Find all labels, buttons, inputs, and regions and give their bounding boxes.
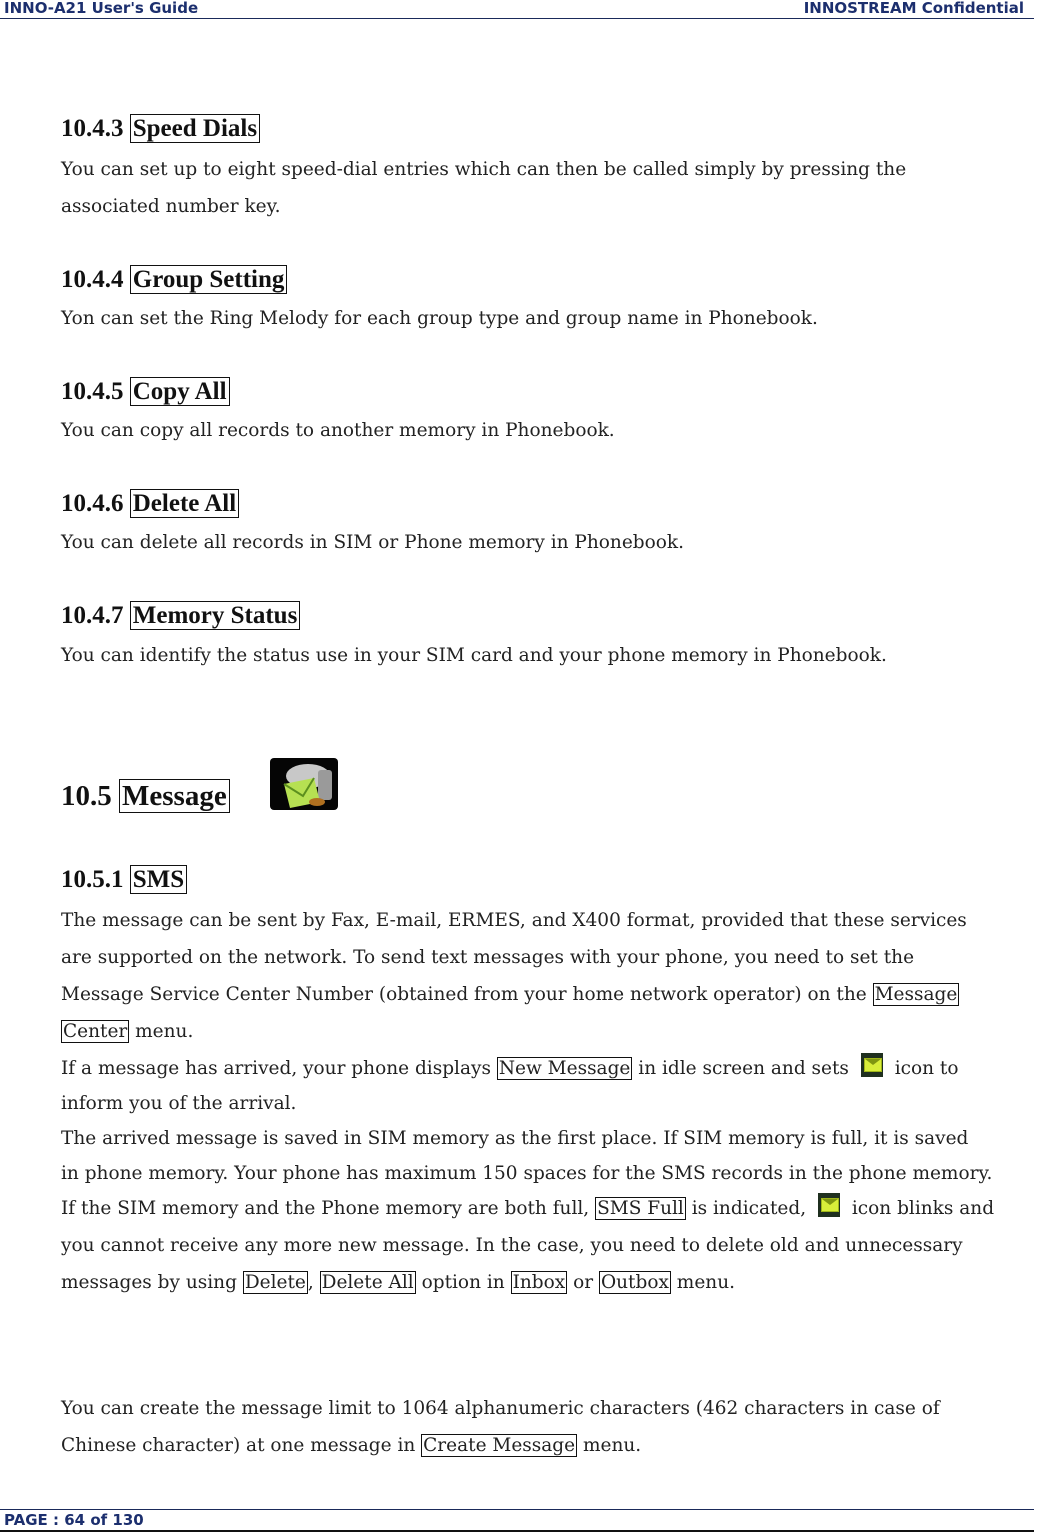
menu-ref-message-center-cont: Center: [63, 1021, 128, 1042]
memory-status-title: Memory Status: [130, 601, 301, 630]
menu-ref-delete: Delete: [244, 1272, 306, 1293]
footer-divider: [0, 1509, 1034, 1510]
menu-ref-message-center: Message: [874, 984, 958, 1005]
copy-all-title: Copy All: [130, 377, 230, 406]
section-heading-memory-status: 10.4.7 Memory Status: [61, 602, 300, 630]
page-footer: [0, 1512, 1034, 1532]
menu-ref-new-message: New Message: [498, 1058, 631, 1079]
section-heading-sms: 10.5.1 SMS: [61, 866, 187, 894]
copy-all-text: You can copy all records to another memory in Phonebook.: [61, 420, 615, 441]
section-heading-group-setting: 10.4.4 Group Setting: [61, 266, 287, 294]
message-title: Message: [119, 779, 230, 813]
menu-ref-create-message: Create Message: [423, 1435, 576, 1456]
memory-full-envelope-icon: [818, 1193, 840, 1217]
sms-limit-paragraph: You can create the message limit to 1064 alphanumeric characters (462 characters in case of Chinese character) at one message in Create Message menu.: [61, 1398, 940, 1456]
speed-dials-text: You can set up to eight speed-dial entries which can then be called simply by pressing the associated number key.: [61, 159, 907, 217]
group-setting-title: Group Setting: [130, 265, 288, 294]
sms-title: SMS: [130, 865, 187, 894]
section-heading-message: 10.5 Message: [61, 780, 230, 813]
new-message-envelope-icon: [861, 1053, 883, 1077]
menu-ref-outbox: Outbox: [600, 1272, 669, 1293]
group-setting-text: Yon can set the Ring Melody for each group type and group name in Phonebook.: [61, 308, 818, 329]
delete-all-text: You can delete all records in SIM or Phone memory in Phonebook.: [61, 532, 684, 553]
menu-ref-inbox: Inbox: [512, 1272, 566, 1293]
delete-all-title: Delete All: [130, 489, 239, 518]
menu-ref-delete-all: Delete All: [321, 1272, 414, 1293]
header-doc-title: INNO-A21 User's Guide: [4, 0, 199, 17]
menu-ref-sms-full: SMS Full: [597, 1198, 684, 1219]
section-heading-speed-dials: 10.4.3 Speed Dials: [61, 115, 260, 143]
header-confidential: INNOSTREAM Confidential: [803, 0, 1024, 17]
page-header: [0, 0, 1034, 19]
speed-dials-title: Speed Dials: [130, 114, 260, 143]
page-number: PAGE : 64 of 130: [4, 1511, 144, 1529]
message-envelope-icon: [270, 758, 338, 810]
section-heading-delete-all: 10.4.6 Delete All: [61, 490, 239, 518]
sms-paragraph: The message can be sent by Fax, E-mail, ERMES, and X400 format, provided that these services are supported on the network. To send text messages with your phone, you need to set the Message Service Center Number (obtained from your home network operator) on the Message Center menu. If a message has arrived, your phone displays New Message in idle screen and sets icon to inform you of the arrival. The arrived message is saved in SIM memory as the first place. If SIM memory is full, it is saved in phone memory. Your phone has maximum 150 spaces for the SMS records in the phone memory. If the SIM memory and the Phone memory are both full, SMS Full is indicated, icon blinks and you cannot receive any more new message. In the case, you need to delete old and unnecessary messages by using Delete , Delete All option in Inbox or Outbox menu.: [61, 910, 995, 1293]
section-heading-copy-all: 10.4.5 Copy All: [61, 378, 230, 406]
memory-status-text: You can identify the status use in your SIM card and your phone memory in Phonebook.: [61, 645, 887, 666]
